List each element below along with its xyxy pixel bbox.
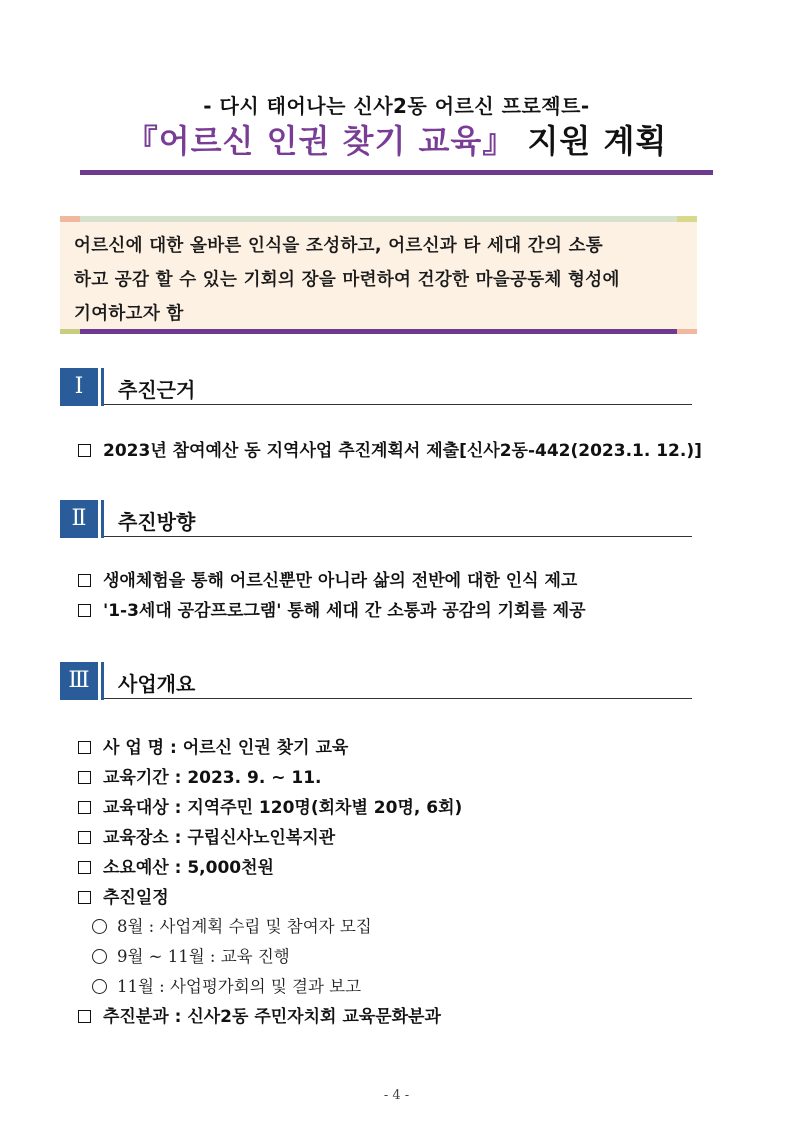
page-number: - 4 - bbox=[383, 1088, 410, 1103]
schedule-item: 11월 : 사업평가회의 및 결과 보고 bbox=[92, 973, 361, 997]
purpose-text bbox=[74, 229, 684, 331]
list-item: 생애체험을 통해 어르신뿐만 아니라 삶의 전반에 대한 인식 제고 bbox=[78, 566, 577, 591]
section-rule bbox=[104, 536, 692, 537]
circle-bullet-icon bbox=[92, 919, 107, 934]
list-item: 추진분과 : 신사2동 주민자치회 교육문화분과 bbox=[78, 1002, 441, 1027]
section-title: 추진근거 bbox=[118, 378, 196, 402]
checkbox-square-icon bbox=[78, 741, 91, 754]
checkbox-square-icon bbox=[78, 604, 91, 617]
checkbox-square-icon bbox=[78, 801, 91, 814]
list-item: 사 업 명 : 어르신 인권 찾기 교육 bbox=[78, 733, 348, 758]
section-title: 사업개요 bbox=[118, 672, 196, 696]
document-subtitle: - 다시 태어나는 신사2동 어르신 프로젝트- bbox=[203, 94, 590, 118]
checkbox-square-icon bbox=[78, 831, 91, 844]
purpose-box-corner bbox=[677, 329, 697, 334]
list-item: 추진일정 bbox=[78, 883, 169, 908]
section-number: Ⅰ bbox=[60, 368, 98, 406]
schedule-item: 8월 : 사업계획 수립 및 참여자 모집 bbox=[92, 913, 372, 937]
list-item: 교육대상 : 지역주민 120명(회차별 20명, 6회) bbox=[78, 793, 462, 818]
title-main: 『어르신 인권 찾기 교육』 bbox=[125, 122, 516, 160]
circle-bullet-icon bbox=[92, 949, 107, 964]
checkbox-square-icon bbox=[78, 1010, 91, 1023]
purpose-box-corner bbox=[677, 216, 697, 222]
list-item: 2023년 참여예산 동 지역사업 추진계획서 제출[신사2동-442(2023.1. 12.)] bbox=[78, 436, 702, 461]
section-bar bbox=[101, 662, 104, 700]
title-underline bbox=[80, 170, 713, 175]
checkbox-square-icon bbox=[78, 861, 91, 874]
section-number: Ⅲ bbox=[60, 662, 98, 700]
section-rule bbox=[104, 404, 692, 405]
list-item: 교육장소 : 구립신사노인복지관 bbox=[78, 823, 335, 848]
section-rule bbox=[104, 698, 692, 699]
section-bar bbox=[101, 368, 104, 406]
purpose-box-corner bbox=[60, 329, 80, 334]
purpose-line: 하고 공감 할 수 있는 기회의 장을 마련하여 건강한 마을공동체 형성에 bbox=[74, 270, 620, 290]
section-title: 추진방향 bbox=[118, 510, 196, 534]
schedule-item: 9월 ~ 11월 : 교육 진행 bbox=[92, 943, 290, 967]
section-number: Ⅱ bbox=[60, 500, 98, 538]
purpose-box-bottom-border bbox=[60, 329, 697, 334]
circle-bullet-icon bbox=[92, 979, 107, 994]
purpose-box-corner bbox=[60, 216, 80, 222]
purpose-line: 기여하고자 함 bbox=[74, 304, 184, 324]
purpose-box bbox=[60, 216, 697, 334]
purpose-line: 어르신에 대한 올바른 인식을 조성하고, 어르신과 타 세대 간의 소통 bbox=[74, 236, 604, 256]
checkbox-square-icon bbox=[78, 444, 91, 457]
title-tail: 지원 계획 bbox=[515, 122, 668, 160]
checkbox-square-icon bbox=[78, 891, 91, 904]
list-item: 소요예산 : 5,000천원 bbox=[78, 853, 274, 878]
checkbox-square-icon bbox=[78, 771, 91, 784]
list-item: '1-3세대 공감프로그램' 통해 세대 간 소통과 공감의 기회를 제공 bbox=[78, 596, 586, 621]
section-bar bbox=[101, 500, 104, 538]
document-title bbox=[0, 116, 793, 162]
purpose-box-top-border bbox=[60, 216, 697, 222]
checkbox-square-icon bbox=[78, 574, 91, 587]
list-item: 교육기간 : 2023. 9. ~ 11. bbox=[78, 763, 322, 788]
